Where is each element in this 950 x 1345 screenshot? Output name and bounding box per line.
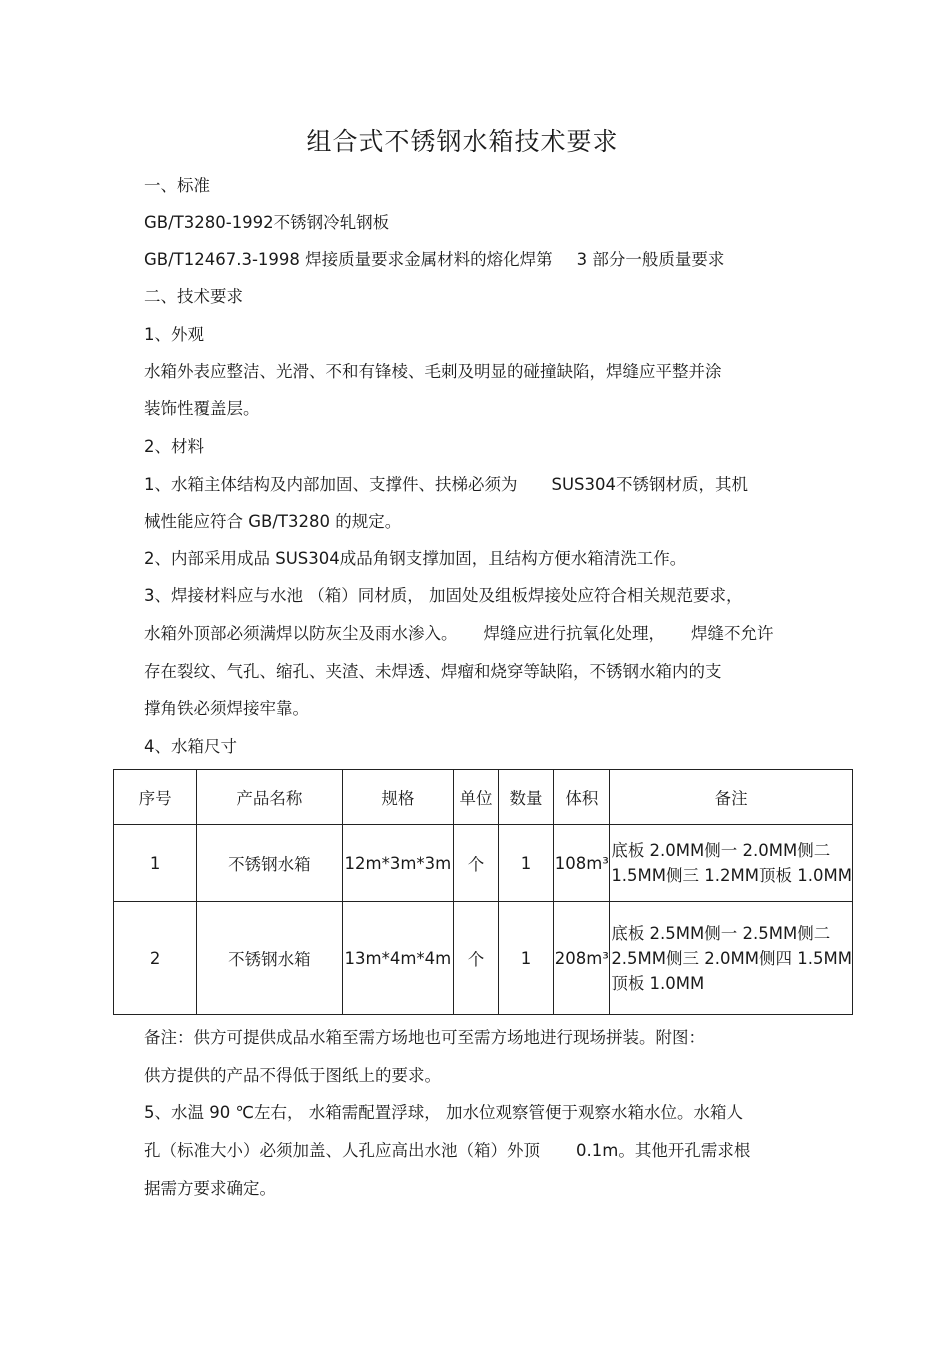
- paragraph-text: 焊缝应进行抗氧化处理，: [483, 624, 665, 643]
- note-line: 2.5MM侧三 2.0MM侧四 1.5MM: [611, 948, 852, 968]
- cell-name: 不锈钢水箱: [197, 902, 342, 1015]
- paragraph-line: 撑角铁必须焊接牢靠。: [144, 699, 309, 718]
- page-title: 组合式不锈钢水箱技术要求: [306, 127, 619, 156]
- paragraph-line: 械性能应符合 GB/T3280 的规定。: [144, 512, 402, 531]
- cell-volume: 108m³: [554, 825, 610, 902]
- column-header: 规格: [342, 770, 454, 825]
- paragraph-line: 2、内部采用成品 SUS304成品角钢支撑加固，且结构方便水箱清洗工作。: [144, 549, 687, 568]
- subsection-heading: 4、水箱尺寸: [144, 737, 237, 756]
- standard-text: GB/T12467.3-1998 焊接质量要求金属材料的熔化焊第: [144, 250, 553, 269]
- standard-text: 3 部分一般质量要求: [576, 250, 725, 269]
- standard-item: [144, 249, 724, 271]
- column-header: 数量: [498, 770, 554, 825]
- cell-qty: 1: [498, 902, 554, 1015]
- note-line: 底板 2.0MM侧一 2.0MM侧二: [611, 841, 831, 860]
- table-header-row: [114, 770, 853, 825]
- column-header: 单位: [454, 770, 498, 825]
- column-header: 序号: [114, 770, 197, 825]
- column-header: 产品名称: [197, 770, 342, 825]
- note-line: 1.5MM侧三 1.2MM顶板 1.0MM: [611, 866, 852, 885]
- cell-qty: 1: [498, 825, 554, 902]
- cell-no: 1: [114, 825, 197, 902]
- paragraph-text: SUS304不锈钢材质，其机: [551, 475, 749, 494]
- remark-line: 备注：供方可提供成品水箱至需方场地也可至需方场地进行现场拼装。附图：: [144, 1028, 705, 1047]
- paragraph-text: 0.1m。其他开孔需求根: [576, 1141, 751, 1160]
- remark-line: 供方提供的产品不得低于图纸上的要求。: [144, 1066, 441, 1085]
- cell-unit: 个: [454, 825, 498, 902]
- table-row: [114, 902, 853, 1015]
- cell-no: 2: [114, 902, 197, 1015]
- subsection-heading: 2、材料: [144, 437, 204, 456]
- note-line: 顶板 1.0MM: [611, 973, 705, 993]
- section-heading-standards: 一、标准: [144, 176, 210, 195]
- tank-size-table: [113, 769, 853, 1015]
- standard-item: GB/T3280-1992不锈钢冷轧钢板: [144, 213, 390, 232]
- cell-volume: 208m³: [554, 902, 610, 1015]
- cell-spec: 12m*3m*3m: [342, 825, 454, 902]
- paragraph-line: [144, 623, 774, 645]
- paragraph-line: [144, 1140, 750, 1162]
- paragraph-line: 3、焊接材料应与水池 （箱）同材质， 加固处及组板焊接处应符合相关规范要求，: [144, 586, 743, 605]
- paragraph-line: [144, 474, 748, 496]
- paragraph-line: 装饰性覆盖层。: [144, 399, 260, 418]
- paragraph-text: 1、水箱主体结构及内部加固、支撑件、扶梯必须为: [144, 475, 518, 494]
- section-heading-technical: 二、技术要求: [144, 287, 243, 306]
- paragraph-text: 焊缝不允许: [691, 624, 774, 643]
- cell-spec: 13m*4m*4m: [342, 902, 454, 1015]
- paragraph-line: 5、水温 90 ℃左右， 水箱需配置浮球， 加水位观察管便于观察水箱水位。水箱人: [144, 1103, 744, 1122]
- cell-name: 不锈钢水箱: [197, 825, 342, 902]
- subsection-heading: 1、外观: [144, 325, 204, 344]
- column-header: 体积: [554, 770, 610, 825]
- paragraph-line: 据需方要求确定。: [144, 1179, 276, 1198]
- paragraph-line: 存在裂纹、气孔、缩孔、夹渣、未焊透、焊瘤和烧穿等缺陷，不锈钢水箱内的支: [144, 662, 722, 681]
- paragraph-text: 孔（标准大小）必须加盖、人孔应高出水池（箱）外顶: [144, 1141, 540, 1160]
- cell-note: [610, 902, 853, 1015]
- paragraph-line: 水箱外表应整洁、光滑、不和有锋棱、毛刺及明显的碰撞缺陷，焊缝应平整并涂: [144, 362, 722, 381]
- cell-unit: 个: [454, 902, 498, 1015]
- cell-note: [610, 825, 853, 902]
- table-row: [114, 825, 853, 902]
- column-header: 备注: [610, 770, 853, 825]
- paragraph-text: 水箱外顶部必须满焊以防灰尘及雨水渗入。: [144, 624, 458, 643]
- note-line: 底板 2.5MM侧一 2.5MM侧二: [611, 923, 831, 943]
